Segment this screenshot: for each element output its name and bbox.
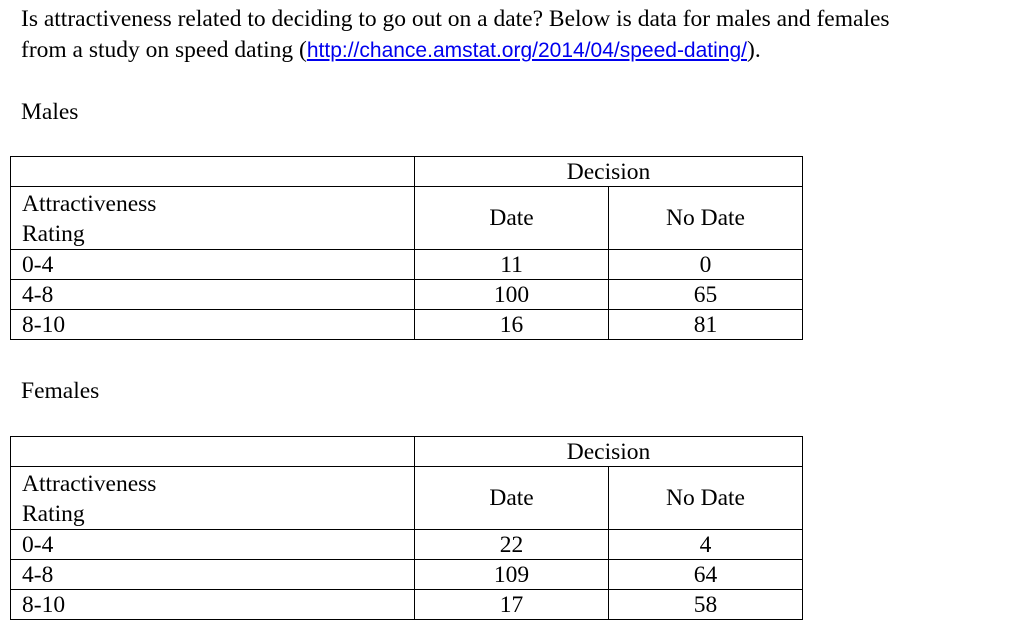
males-row-header-line2: Rating — [22, 221, 85, 247]
no-date-count-cell: 0 — [609, 250, 803, 280]
date-count-cell: 17 — [415, 590, 609, 620]
rating-cell: 4-8 — [11, 280, 415, 310]
date-count-cell: 16 — [415, 310, 609, 340]
no-date-count-cell: 4 — [609, 530, 803, 560]
males-decision-label: Decision — [415, 157, 803, 187]
females-decision-row — [11, 437, 803, 467]
date-count-cell: 11 — [415, 250, 609, 280]
date-count-cell: 100 — [415, 280, 609, 310]
table-row — [11, 590, 803, 620]
intro-line-1: Is attractiveness related to deciding to go out on a date? Below is data for males and females — [21, 6, 890, 32]
no-date-count-cell: 65 — [609, 280, 803, 310]
table-row — [11, 560, 803, 590]
males-col-no-date: No Date — [609, 187, 803, 250]
source-link[interactable]: http://chance.amstat.org/2014/04/speed-dating/ — [306, 39, 747, 62]
rating-cell: 8-10 — [11, 310, 415, 340]
rating-cell: 4-8 — [11, 560, 415, 590]
males-decision-row — [11, 157, 803, 187]
females-col-date: Date — [415, 467, 609, 530]
intro-line-2 — [21, 35, 1021, 66]
females-row-header-line1: Attractiveness — [22, 471, 157, 497]
rating-cell: 0-4 — [11, 530, 415, 560]
rating-cell: 0-4 — [11, 250, 415, 280]
rating-cell: 8-10 — [11, 590, 415, 620]
table-row — [11, 280, 803, 310]
table-row — [11, 530, 803, 560]
males-row-header — [11, 187, 415, 250]
table-row — [11, 250, 803, 280]
females-table — [10, 436, 803, 620]
date-count-cell: 22 — [415, 530, 609, 560]
table-row — [11, 310, 803, 340]
males-header-row — [11, 187, 803, 250]
no-date-count-cell: 81 — [609, 310, 803, 340]
males-table — [10, 156, 803, 340]
no-date-count-cell: 58 — [609, 590, 803, 620]
males-col-date: Date — [415, 187, 609, 250]
females-col-no-date: No Date — [609, 467, 803, 530]
males-heading: Males — [21, 99, 79, 125]
females-row-header-line2: Rating — [22, 501, 85, 527]
intro-paragraph — [21, 4, 1021, 66]
females-header-row — [11, 467, 803, 530]
males-row-header-line1: Attractiveness — [22, 191, 157, 217]
date-count-cell: 109 — [415, 560, 609, 590]
intro-line-2-end: ). — [747, 37, 761, 63]
females-decision-label: Decision — [415, 437, 803, 467]
intro-line-2-start: from a study on speed dating ( — [21, 37, 307, 63]
females-row-header — [11, 467, 415, 530]
no-date-count-cell: 64 — [609, 560, 803, 590]
males-corner-cell — [11, 157, 415, 187]
females-heading: Females — [21, 378, 100, 404]
females-corner-cell — [11, 437, 415, 467]
